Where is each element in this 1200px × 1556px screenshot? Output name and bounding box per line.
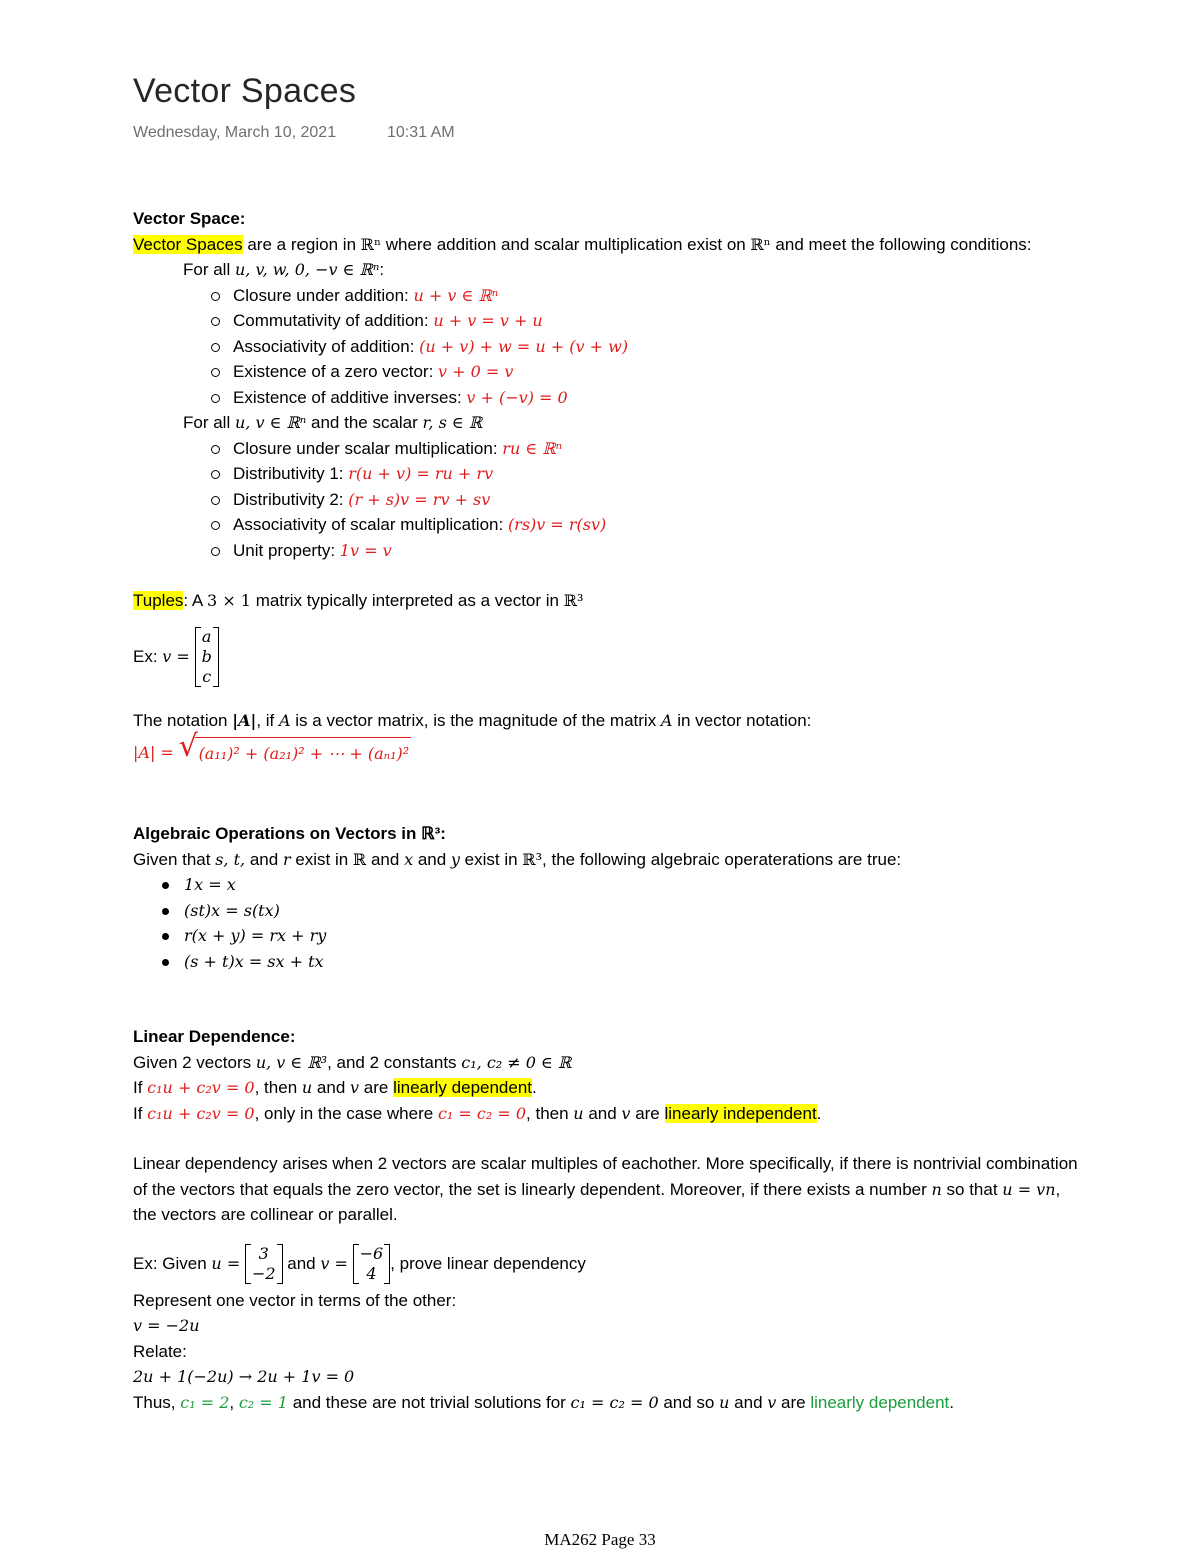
text: and meet the following conditions:: [770, 234, 1032, 254]
text: , then: [526, 1103, 574, 1123]
math: r(u + v) = ru + rv: [348, 464, 494, 483]
lin-independent-rule: [133, 1101, 1193, 1127]
section-heading-linear-dependence: Linear Dependence:: [133, 1027, 296, 1046]
math: u = vn: [1002, 1179, 1056, 1199]
text: are: [630, 1103, 665, 1123]
text: exist in: [459, 849, 523, 869]
text: in vector notation:: [672, 710, 812, 730]
math: (rs)v = r(sv): [507, 515, 607, 534]
text: ,: [1055, 1179, 1061, 1199]
label: Associativity of scalar multiplication:: [233, 515, 508, 534]
lin-represent: Represent one vector in terms of the other:: [133, 1290, 457, 1310]
math: (r + s)v = rv + sv: [348, 489, 491, 509]
addition-axioms-list: [133, 283, 1193, 411]
math: ℝⁿ: [750, 234, 771, 254]
math: y: [450, 849, 460, 869]
text: .: [949, 1392, 955, 1412]
text: so that: [941, 1179, 1003, 1199]
math: A: [278, 710, 291, 730]
label: Unit property:: [233, 540, 340, 560]
label: Existence of additive inverses:: [233, 387, 467, 407]
text: and: [729, 1392, 768, 1412]
text: Given that: [133, 849, 216, 869]
math: r, s ∈ ℝ: [422, 413, 483, 432]
math: c₁u + c₂v = 0: [147, 1078, 255, 1097]
lin-paragraph-line-3: the vectors are collinear or parallel.: [133, 1205, 398, 1224]
text: and: [366, 849, 405, 869]
text: Ex:: [133, 646, 163, 666]
matrix-entry: c: [202, 667, 212, 687]
math: 1v = v: [339, 540, 392, 560]
math: v + (−v) = 0: [466, 387, 568, 407]
label: Distributivity 2:: [233, 489, 349, 509]
label: Closure under addition:: [233, 285, 414, 305]
math: u + v = v + u: [433, 311, 543, 330]
math: v: [350, 1078, 360, 1097]
math: c₁ = 2: [180, 1392, 230, 1412]
lin-paragraph-line-1: Linear dependency arises when 2 vectors are scalar multiples of eachother. More specifically, if there is nontrivial combination: [133, 1154, 1078, 1173]
text: :: [379, 260, 385, 279]
tuples-definition: [133, 588, 1193, 614]
highlight-term: linearly dependent: [393, 1078, 533, 1097]
math: (st)x = s(tx): [184, 900, 280, 920]
section-heading-algebraic: Algebraic Operations on Vectors in ℝ³:: [133, 824, 446, 843]
matrix-entry: b: [201, 647, 212, 667]
norm-description: [133, 708, 1193, 734]
math: (u + v) + w = u + (v + w): [419, 336, 629, 356]
text: Given 2 vectors: [133, 1052, 256, 1072]
math: |A|: [232, 710, 257, 730]
text: are: [359, 1078, 394, 1097]
math: c₁ = c₂ = 0: [437, 1103, 527, 1123]
lin-conclusion: [133, 1390, 1193, 1416]
text: , the following algebraic operaterations are true:: [542, 849, 902, 869]
math: r: [282, 849, 291, 869]
list-item: [160, 949, 1193, 975]
matrix-entry: 3: [258, 1244, 269, 1264]
matrix-entry: a: [201, 627, 212, 647]
matrix-entry: −6: [359, 1244, 384, 1264]
green-term: linearly dependent: [810, 1392, 950, 1412]
algebraic-ops-list: [133, 872, 1193, 974]
math: ℝⁿ: [360, 234, 381, 254]
text: and: [583, 1103, 622, 1123]
text: For all: [183, 260, 235, 279]
text: .: [532, 1078, 537, 1097]
list-item: [209, 538, 1193, 564]
list-item: [209, 512, 1193, 538]
math: v =: [162, 646, 190, 666]
forall-line-1: [133, 257, 1193, 283]
math: u =: [211, 1253, 241, 1273]
math: 1x = x: [184, 875, 236, 894]
math: (a₁₁)² + (a₂₁)² + ⋯ + (aₙ₁)²: [195, 737, 412, 766]
lin-represent-eq: v = −2u: [133, 1316, 200, 1335]
list-item: [209, 334, 1193, 360]
math: 3 × 1: [207, 591, 251, 610]
algebraic-intro: [133, 847, 1193, 873]
text: : A: [183, 591, 208, 610]
text: Thus,: [133, 1392, 181, 1412]
text: and: [245, 849, 283, 869]
lin-relate-eq: 2u + 1(−2u) → 2u + 1v = 0: [133, 1367, 355, 1386]
math: u + v ∈ ℝⁿ: [413, 285, 499, 305]
math: c₁u + c₂v = 0: [147, 1103, 255, 1123]
text: and: [312, 1078, 350, 1097]
lin-relate: Relate:: [133, 1341, 187, 1361]
text: and so: [658, 1392, 720, 1412]
math: r(x + y) = rx + ry: [184, 926, 327, 945]
math: (s + t)x = sx + tx: [184, 951, 324, 971]
text: exist in: [290, 849, 353, 869]
list-item: [209, 283, 1193, 309]
math: v =: [320, 1253, 348, 1273]
page-footer: MA262 Page 33: [544, 1530, 656, 1549]
math: ru ∈ ℝⁿ: [502, 438, 563, 458]
math: ℝ³: [522, 849, 543, 869]
text: ,: [229, 1392, 239, 1412]
note-body: [133, 206, 1193, 1415]
text: matrix typically interpreted as a vector in: [250, 591, 564, 610]
text: , prove linear dependency: [390, 1253, 586, 1273]
text: For all: [183, 413, 235, 432]
math: c₁ = c₂ = 0: [570, 1392, 659, 1412]
vector-v: [353, 1244, 391, 1284]
note-time: 10:31 AM: [387, 124, 455, 141]
text: , only in the case where: [254, 1103, 438, 1123]
text: Ex: Given: [133, 1253, 212, 1273]
list-item: [209, 436, 1193, 462]
text: are: [776, 1392, 811, 1412]
highlight-term: Tuples: [133, 591, 184, 610]
square-root: [178, 728, 412, 774]
scalar-axioms-list: [133, 436, 1193, 564]
math: u, v ∈ ℝⁿ: [234, 413, 307, 432]
text: are a region in: [242, 234, 361, 254]
norm-formula: [133, 728, 1193, 773]
list-item: [209, 487, 1193, 513]
forall-line-2: [133, 410, 1193, 436]
text: and: [413, 849, 451, 869]
math: c₁, c₂ ≠ 0 ∈ ℝ: [461, 1052, 572, 1072]
tuple-example: [133, 624, 1193, 690]
label: Commutativity of addition:: [233, 311, 434, 330]
text: is a vector matrix, is the magnitude of the matrix: [290, 710, 661, 730]
math: c₂ = 1: [238, 1392, 288, 1412]
math: ℝ³: [563, 591, 584, 610]
lin-given: [133, 1050, 1193, 1076]
label: Existence of a zero vector:: [233, 362, 439, 381]
math: ℝ: [352, 849, 367, 869]
matrix-entry: 4: [366, 1264, 377, 1284]
list-item: [209, 461, 1193, 487]
vector-space-definition: [133, 232, 1193, 258]
text: If: [133, 1078, 148, 1097]
list-item: [209, 385, 1193, 411]
highlight-term: linearly independent: [664, 1103, 817, 1123]
lin-example: [133, 1240, 1193, 1288]
text: , if: [256, 710, 279, 730]
math: s, t,: [215, 849, 246, 869]
math: u, v, w, 0, −v ∈ ℝⁿ: [234, 260, 380, 279]
text: and these are not trivial solutions for: [287, 1392, 571, 1412]
highlight-term: Vector Spaces: [133, 234, 243, 254]
list-item: [160, 872, 1193, 898]
math: u: [301, 1078, 313, 1097]
label: Associativity of addition:: [233, 336, 420, 356]
label: Closure under scalar multiplication:: [233, 438, 503, 458]
text: If: [133, 1103, 148, 1123]
text: .: [816, 1103, 822, 1123]
text: of the vectors that equals the zero vector, the set is linearly dependent. Moreover, if there exists a number: [133, 1179, 932, 1199]
text: and: [282, 1253, 321, 1273]
label: Distributivity 1:: [233, 464, 349, 483]
list-item: [209, 308, 1193, 334]
math: v: [767, 1392, 777, 1412]
note-date: Wednesday, March 10, 2021: [133, 124, 337, 141]
list-item: [160, 923, 1193, 949]
math: u, v ∈ ℝ³: [255, 1052, 328, 1072]
math: v: [621, 1103, 631, 1123]
list-item: [160, 898, 1193, 924]
math: x: [404, 849, 414, 869]
text: , then: [254, 1078, 302, 1097]
page-title: Vector Spaces: [133, 72, 357, 110]
text: The notation: [133, 710, 233, 730]
lin-paragraph-line-2: [133, 1177, 1193, 1203]
lin-dependent-rule: [133, 1075, 1193, 1101]
column-vector: [195, 627, 219, 687]
math: u: [573, 1103, 584, 1123]
text: where addition and scalar multiplication exist on: [380, 234, 751, 254]
list-item: [209, 359, 1193, 385]
math: |A| =: [133, 743, 174, 762]
text: , and 2 constants: [327, 1052, 462, 1072]
math: v + 0 = v: [438, 362, 514, 381]
radical-sign-icon: √: [178, 728, 198, 764]
text: and the scalar: [306, 413, 423, 432]
math: u: [719, 1392, 730, 1412]
vector-u: [245, 1244, 283, 1284]
math: A: [660, 710, 673, 730]
matrix-entry: −2: [251, 1264, 276, 1284]
section-heading-vector-space: Vector Space:: [133, 209, 246, 228]
math: n: [931, 1179, 942, 1199]
